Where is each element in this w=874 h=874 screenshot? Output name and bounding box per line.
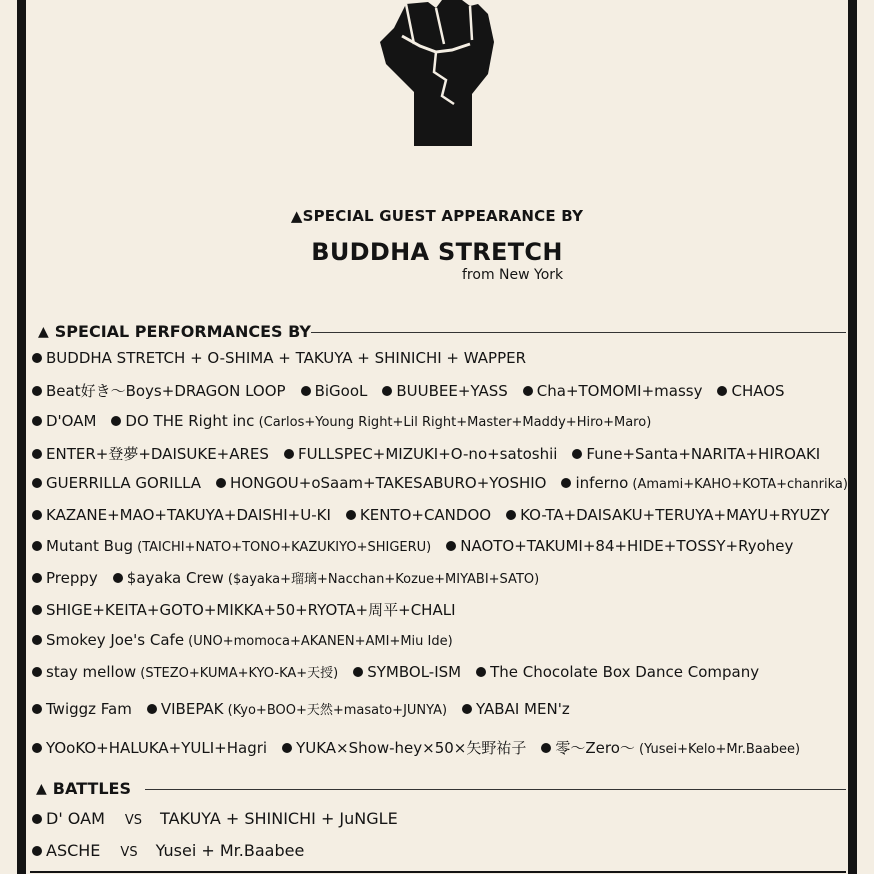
bullet-icon [32, 478, 42, 488]
bullet-icon [32, 667, 42, 677]
battle-right: TAKUYA + SHINICHI + JuNGLE [160, 809, 398, 828]
raised-fist-icon [376, 0, 498, 146]
performer-name: SHIGE+KEITA+GOTO+MIKKA+50+RYOTA+周平+CHALI [46, 601, 456, 619]
bullet-icon [32, 743, 42, 753]
performer-name: YABAI MEN'z [476, 700, 570, 718]
bullet-icon [32, 573, 42, 583]
bullet-icon [476, 667, 486, 677]
bullet-icon [32, 635, 42, 645]
performer-item [32, 662, 338, 681]
battle-right: Yusei + Mr.Baabee [155, 841, 305, 860]
performer-item [561, 474, 847, 492]
performer-name: BUDDHA STRETCH + O-SHIMA + TAKUYA + SHINICHI + WAPPER [46, 349, 527, 367]
bullet-icon [32, 704, 42, 714]
performer-members: (Amami+KAHO+KOTA+chanrika) [628, 477, 848, 492]
performer-name: KAZANE+MAO+TAKUYA+DAISHI+U-KI [46, 506, 331, 524]
bullet-icon [111, 416, 121, 426]
performer-item [541, 737, 800, 758]
performer-item [353, 663, 461, 681]
triangle-icon: ▲ [38, 323, 49, 340]
performer-members: (Carlos+Young Right+Lil Right+Master+Maddy+Hiro+Maro) [254, 415, 652, 430]
performance-row [32, 380, 800, 401]
performer-name: Twiggz Fam [46, 700, 132, 718]
performer-name: Mutant Bug [46, 537, 133, 555]
bullet-icon [301, 386, 311, 396]
performer-item [32, 569, 98, 587]
bullet-icon [32, 605, 42, 615]
performer-item [216, 474, 546, 492]
performer-item [111, 412, 651, 430]
performer-name: HONGOU+oSaam+TAKESABURO+YOSHIO [230, 474, 547, 492]
performer-item [32, 700, 132, 718]
performer-item [32, 412, 96, 430]
vs-label: VS [120, 845, 138, 860]
performer-name: KO-TA+DAISAKU+TERUYA+MAYU+RYUZY [520, 506, 830, 524]
bullet-icon [32, 814, 42, 824]
bullet-icon [32, 386, 42, 396]
performance-row [32, 699, 585, 718]
bullet-icon [353, 667, 363, 677]
performer-item [346, 506, 491, 524]
bullet-icon [32, 541, 42, 551]
bullet-icon [346, 510, 356, 520]
performer-name: 零〜Zero〜 [555, 739, 635, 757]
performer-name: GUERRILLA GORILLA [46, 474, 202, 492]
bullet-icon [284, 449, 294, 459]
performer-name: The Chocolate Box Dance Company [490, 663, 760, 681]
battle-row [32, 841, 304, 860]
performer-name: KENTO+CANDOO [359, 506, 492, 524]
performer-item [32, 349, 526, 367]
performance-row [32, 474, 863, 492]
performer-name: SYMBOL-ISM [367, 663, 462, 681]
bullet-icon [572, 449, 582, 459]
bullet-icon [113, 573, 123, 583]
bullet-icon [541, 743, 551, 753]
performer-item [32, 599, 456, 620]
performer-item [113, 568, 539, 587]
bullet-icon [561, 478, 571, 488]
performer-item [523, 382, 703, 400]
guest-origin: from New York [462, 267, 564, 283]
battle-left: ASCHE [46, 841, 101, 860]
performance-row [32, 568, 554, 587]
performer-item [32, 443, 269, 464]
performer-name: VIBEPAK [160, 700, 224, 718]
performer-item [301, 382, 368, 400]
performer-item [32, 631, 453, 649]
performance-row [32, 631, 468, 649]
performer-item [32, 474, 201, 492]
bullet-icon [147, 704, 157, 714]
performer-item [462, 700, 570, 718]
vs-label: VS [124, 813, 143, 828]
battle-left: D' OAM [46, 809, 105, 828]
performer-name: ENTER+登夢+DAISUKE+ARES [46, 445, 269, 463]
performer-name: DO THE Right inc [125, 412, 255, 430]
performance-row [32, 506, 845, 524]
bullet-icon [32, 449, 42, 459]
performer-item [147, 699, 447, 718]
bullet-icon [446, 541, 456, 551]
bullet-icon [32, 416, 42, 426]
performer-item [32, 537, 431, 555]
performer-members: (UNO+momoca+AKANEN+AMI+Miu Ide) [184, 634, 453, 649]
bullet-icon [462, 704, 472, 714]
battles-title: BATTLES [52, 779, 131, 798]
performer-item [572, 445, 820, 463]
performer-name: FULLSPEC+MIZUKI+O-no+satoshii [297, 445, 558, 463]
performer-name: Cha+TOMOMI+massy [536, 382, 703, 400]
performer-members: (Kyo+BOO+天然+masato+JUNYA) [223, 703, 448, 718]
performer-item [717, 382, 784, 400]
battles-heading [36, 779, 131, 798]
bullet-icon [32, 846, 42, 856]
bullet-icon [282, 743, 292, 753]
performer-item [284, 445, 557, 463]
performances-title: SPECIAL PERFORMANCES BY [54, 322, 311, 341]
performer-name: CHAOS [731, 382, 785, 400]
performer-name: Smokey Joe's Cafe [46, 631, 185, 649]
performance-row [32, 443, 835, 464]
battles-rule [145, 789, 846, 790]
guest-name: BUDDHA STRETCH [311, 238, 563, 266]
performer-item [32, 506, 331, 524]
performer-name: D'OAM [46, 412, 97, 430]
performances-heading [38, 322, 311, 341]
performer-members: ($ayaka+瑠璃+Nacchan+Kozue+MIYABI+SATO) [223, 572, 540, 587]
performances-rule [311, 332, 846, 333]
performer-name: Beat好き〜Boys+DRAGON LOOP [46, 382, 286, 400]
bullet-icon [523, 386, 533, 396]
performance-row [32, 662, 774, 681]
performance-row [32, 737, 815, 758]
battle-row [32, 809, 398, 828]
performer-item [446, 537, 793, 555]
bullet-icon [216, 478, 226, 488]
guest-heading: ▲SPECIAL GUEST APPEARANCE BY [290, 207, 584, 225]
performer-item [282, 737, 526, 758]
performer-item [382, 382, 507, 400]
performer-item [32, 380, 286, 401]
triangle-icon: ▲ [36, 780, 47, 797]
performer-members: (Yusei+Kelo+Mr.Baabee) [634, 742, 801, 757]
performer-name: YUKA×Show-hey×50×矢野祐子 [296, 739, 527, 757]
frame-left-border [17, 0, 26, 874]
performer-name: $ayaka Crew [126, 569, 224, 587]
performer-members: (STEZO+KUMA+KYO-KA+天授) [136, 666, 339, 681]
performance-row [32, 349, 541, 367]
bullet-icon [382, 386, 392, 396]
bullet-icon [32, 510, 42, 520]
performer-name: NAOTO+TAKUMI+84+HIDE+TOSSY+Ryohey [460, 537, 794, 555]
bullet-icon [32, 353, 42, 363]
performer-name: YOoKO+HALUKA+YULI+Hagri [46, 739, 268, 757]
performer-name: BUUBEE+YASS [396, 382, 508, 400]
performer-name: Fune+Santa+NARITA+HIROAKI [586, 445, 821, 463]
performer-item [476, 663, 759, 681]
performer-item [506, 506, 830, 524]
performance-row [32, 537, 808, 555]
performer-name: Preppy [46, 569, 98, 587]
performer-item [32, 739, 267, 757]
bullet-icon [717, 386, 727, 396]
bullet-icon [506, 510, 516, 520]
performer-name: inferno [575, 474, 629, 492]
performer-name: stay mellow [46, 663, 137, 681]
performance-row [32, 599, 471, 620]
frame-right-border [848, 0, 857, 874]
bottom-rule [30, 871, 846, 873]
performer-members: (TAICHI+NATO+TONO+KAZUKIYO+SHIGERU) [133, 540, 432, 555]
performance-row [32, 412, 666, 430]
performer-name: BiGooL [314, 382, 368, 400]
